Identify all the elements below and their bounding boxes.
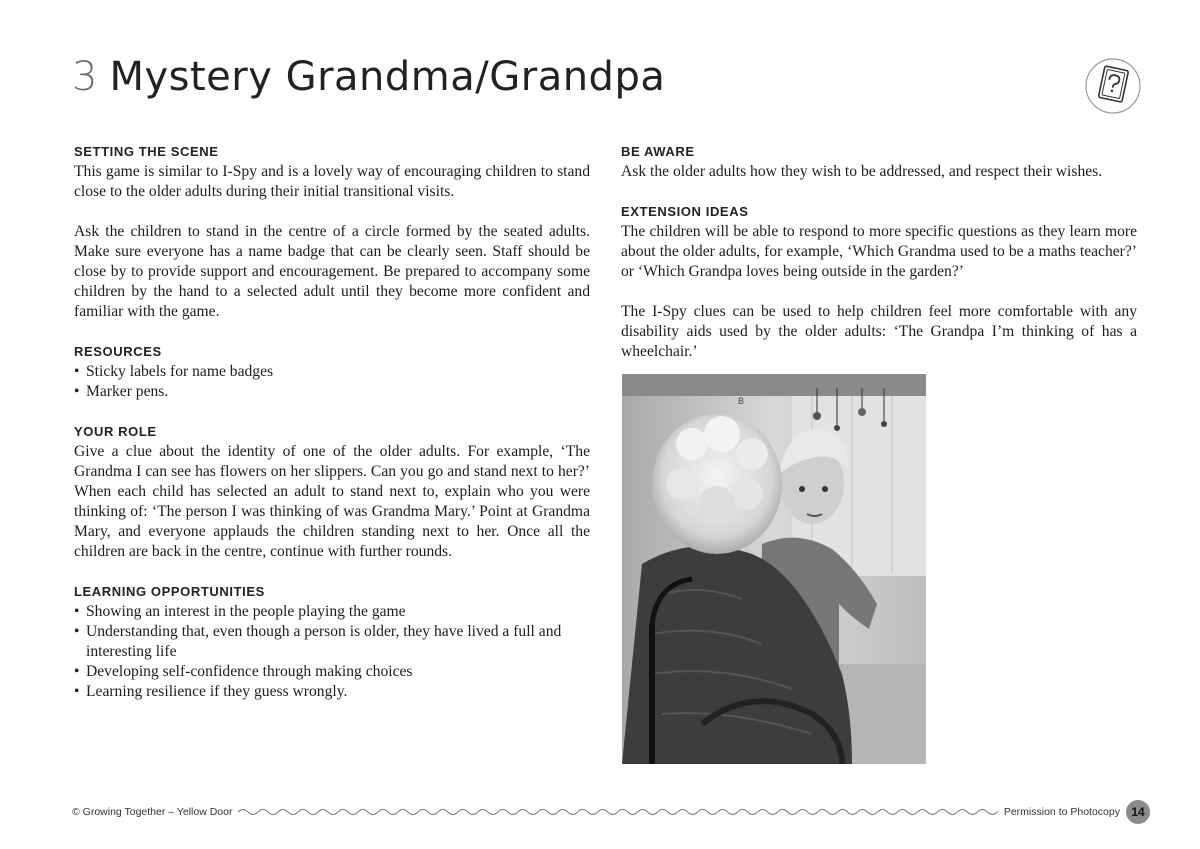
page-footer <box>72 800 1150 824</box>
setting-paragraph-1: This game is similar to I-Spy and is a lovely way of encouraging children to stand close to the older adults during their initial transitional visits. <box>74 163 590 200</box>
list-item: • Understanding that, even though a person is older, they have lived a full and interesting life <box>74 622 590 662</box>
list-item: • Developing self-confidence through making choices <box>74 662 590 682</box>
be-aware-heading: BE AWARE <box>621 144 695 159</box>
learning-list <box>74 602 590 702</box>
resources-heading: RESOURCES <box>74 344 162 359</box>
your-role-heading: YOUR ROLE <box>74 424 157 439</box>
list-item: • Learning resilience if they guess wrongly. <box>74 682 590 702</box>
svg-text:B: B <box>738 396 745 406</box>
extension-paragraph-1: The children will be able to respond to more specific questions as they learn more about the older adults, for example, ‘Which Grandma used to be a maths teacher?’ or ‘Which Grandpa loves being outside in the garden?’ <box>621 223 1137 280</box>
page-number: 14 <box>1126 800 1150 824</box>
setting-paragraph-2: Ask the children to stand in the centre of a circle formed by the seated adults. Make sure everyone has a name badge that can be clearly seen. Staff should be close by to provide support and encouragement. Be prepared to accompany some children by the hand to a selected adult until they become more confident and familiar with the game. <box>74 223 590 320</box>
right-column <box>621 142 1137 362</box>
page-title <box>72 54 665 110</box>
left-column <box>74 142 590 702</box>
resources-list <box>74 362 590 402</box>
copyright-text: © Growing Together – Yellow Door <box>72 806 233 818</box>
be-aware-paragraph: Ask the older adults how they wish to be addressed, and respect their wishes. <box>621 163 1103 180</box>
your-role-paragraph: Give a clue about the identity of one of the older adults. For example, ‘The Grandma I can see has flowers on her slippers. Can you go and stand next to her?’ When each child has selected an adult to stand next to, explain who you were thinking of: ‘The person I was thinking of was Grandma Mary.’ Point at Grandma Mary, and everyone applauds the children standing next to her. Once all the children are back in the centre, continue with further rounds. <box>74 443 590 560</box>
question-mark-card-icon <box>1083 56 1143 116</box>
list-item: • Showing an interest in the people playing the game <box>74 602 590 622</box>
permission-text: Permission to Photocopy <box>1003 806 1120 818</box>
setting-the-scene-heading: SETTING THE SCENE <box>74 144 219 159</box>
list-item: • Sticky labels for name badges <box>74 362 590 382</box>
activity-title: Mystery Grandma/Grandpa <box>109 54 666 100</box>
photo-child-and-grandma <box>622 374 926 764</box>
wavy-divider <box>238 807 997 817</box>
learning-opportunities-heading: LEARNING OPPORTUNITIES <box>74 584 265 599</box>
list-item: • Marker pens. <box>74 382 590 402</box>
extension-paragraph-2: The I-Spy clues can be used to help children feel more comfortable with any disability aids used by the older adults: ‘The Grandpa I’m thinking of has a wheelchair.’ <box>621 303 1137 360</box>
activity-number: 3 <box>72 54 98 100</box>
extension-ideas-heading: EXTENSION IDEAS <box>621 204 749 219</box>
